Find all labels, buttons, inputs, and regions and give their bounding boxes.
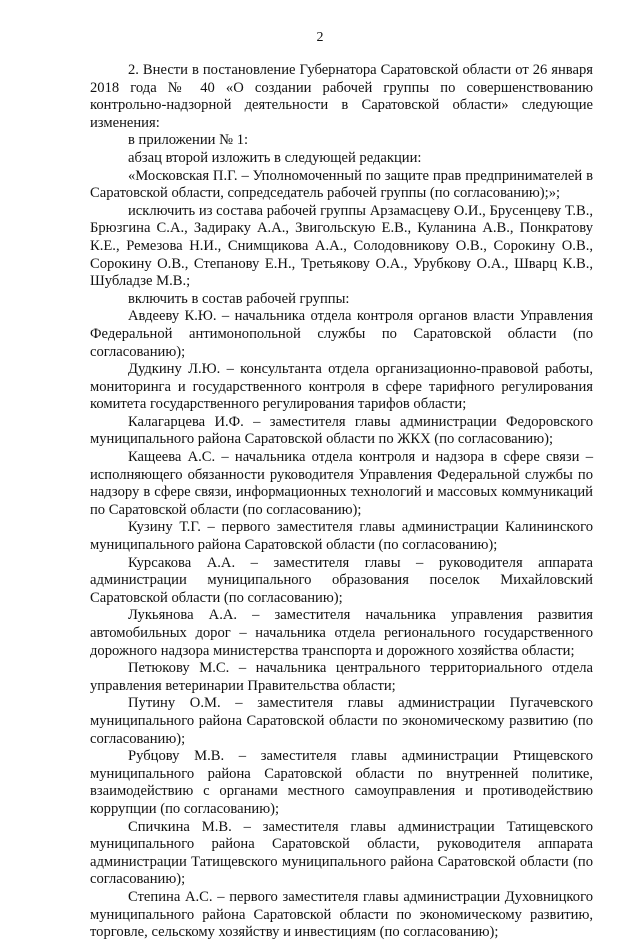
paragraph-second-clause: абзац второй изложить в следующей редакции: bbox=[128, 149, 422, 166]
document-body bbox=[90, 62, 593, 942]
member-entry: Кузину Т.Г. – первого заместителя главы администрации Калининского муниципального района Саратовской области (по согласованию); bbox=[90, 519, 593, 554]
member-entry: Петюкову М.С. – начальника центрального территориального отдела управления ветеринарии Правительства области; bbox=[90, 660, 593, 694]
member-entry: Лукьянова А.А. – заместителя начальника управления развития автомобильных дорог – начальника отдела регионального государственного дорожного надзора министерства транспорта и дорожного хозяйства области; bbox=[90, 607, 593, 659]
paragraph-moskovskaya: «Московская П.Г. – Уполномоченный по защите прав предпринимателей в Саратовской области, сопредседатель рабочей группы (по согласованию);»; bbox=[90, 167, 593, 202]
member-entry: Путину О.М. – заместителя главы администрации Пугачевского муниципального района Саратовской области по экономическому развитию (по согласованию); bbox=[90, 695, 593, 747]
member-entry: Курсакова А.А. – заместителя главы – руководителя аппарата администрации муниципального образования поселок Михайловский Саратовской области (по согласованию); bbox=[90, 554, 593, 606]
page-number: 2 bbox=[316, 30, 324, 45]
paragraph-amendment-intro: 2. Внести в постановление Губернатора Саратовской области от 26 января 2018 года № 40 «О создании рабочей группы по совершенствованию контрольно-надзорной деятельности в Саратовской области» следующие изменения: bbox=[90, 62, 593, 131]
paragraph-appendix-ref: в приложении № 1: bbox=[128, 132, 249, 149]
paragraph-exclude-members: исключить из состава рабочей группы Арзамасцеву О.И., Брусенцеву Т.В., Брюзгина С.А., Задираку А.А., Звигольскую Е.В., Куланина А.В., Понкратову К.Е., Ремезова Н.И., Снимщикова А.А., Солодовникову О.В., Сорокину О.В., Сорокину О.В., Степанову Е.Н., Третьякову О.А., Урубкову О.А., Шварц К.В., Шубладзе М.В.; bbox=[90, 202, 593, 290]
member-entry: Калагарцева И.Ф. – заместителя главы администрации Федоровского муниципального района Саратовской области по ЖКХ (по согласованию); bbox=[90, 413, 593, 448]
member-entry: Спичкина М.В. – заместителя главы администрации Татищевского муниципального района Саратовской области, руководителя аппарата администрации Татищевского муниципального района Саратовской области (по согласованию); bbox=[90, 818, 593, 888]
paragraph-include-members: включить в состав рабочей группы: bbox=[128, 290, 350, 307]
member-entry: Авдееву К.Ю. – начальника отдела контроля органов власти Управления Федеральной антимонопольной службы по Саратовской области (по согласованию); bbox=[90, 308, 593, 360]
member-entry: Рубцову М.В. – заместителя главы администрации Ртищевского муниципального района Саратовской области по внутренней политике, взаимодействию с органами местного самоуправления и противодействию коррупции (по согласованию); bbox=[90, 748, 593, 817]
member-entry: Степина А.С. – первого заместителя главы администрации Духовницкого муниципального района Саратовской области по экономическому развитию, торговле, сельскому хозяйству и инвестициям (по согласованию); bbox=[90, 888, 593, 941]
member-entry: Кащеева А.С. – начальника отдела контроля и надзора в сфере связи – исполняющего обязанности руководителя Управления Федеральной службы по надзору в сфере связи, информационных технологий и массовых коммуникаций по Саратовской области (по согласованию); bbox=[90, 449, 593, 518]
member-entry: Дудкину Л.Ю. – консультанта отдела организационно-правовой работы, мониторинга и государственного контроля в сфере тарифного регулирования комитета государственного регулирования тарифов области; bbox=[90, 361, 593, 413]
